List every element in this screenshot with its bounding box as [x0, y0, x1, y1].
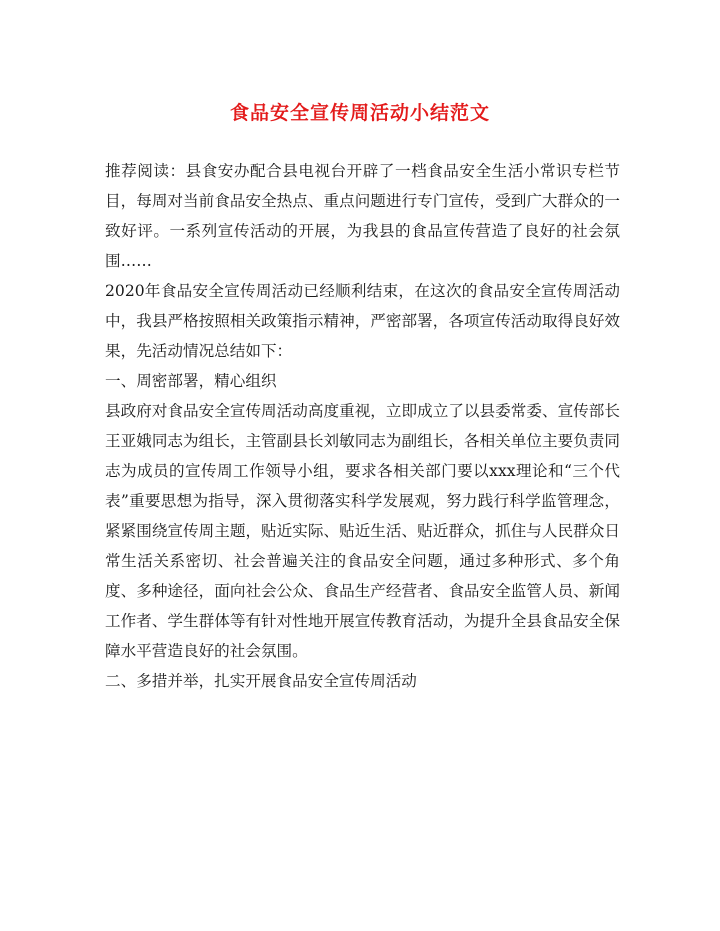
paragraph-section-1: 县政府对食品安全宣传周活动高度重视，立即成立了以县委常委、宣传部长王亚娥同志为组长，主管副县长刘敏同志为副组长，各相关单位主要负责同志为成员的宣传周工作领导小组，要求各相关部门要以xxx理论和“三个代表”重要思想为指导，深入贯彻落实科学发展观，努力践行科学监管理念，紧紧围绕宣传周主题，贴近实际、贴近生活、贴近群众，抓住与人民群众日常生活关系密切、社会普遍关注的食品安全问题，通过多种形式、多个角度、多种途径，面向社会公众、食品生产经营者、食品安全监管人员、新闻工作者、学生群体等有针对性地开展宣传教育活动，为提升全县食品安全保障水平营造良好的社会氛围。 [105, 402, 620, 660]
section-heading-1: 一、周密部署，精心组织 [105, 372, 277, 390]
document-title: 食品安全宣传周活动小结范文 [229, 102, 490, 124]
document-body [105, 156, 620, 696]
paragraph-intro: 推荐阅读：县食安办配合县电视台开辟了一档食品安全生活小常识专栏节目，每周对当前食品安全热点、重点问题进行专门宣传，受到广大群众的一致好评。一系列宣传活动的开展，为我县的食品宣传营造了良好的社会氛围…… [105, 162, 620, 270]
section-heading-2: 二、多措并举，扎实开展食品安全宣传周活动 [105, 672, 417, 690]
paragraph-summary: 2020年食品安全宣传周活动已经顺利结束，在这次的食品安全宣传周活动中，我县严格按照相关政策指示精神，严密部署，各项宣传活动取得良好效果，先活动情况总结如下： [105, 282, 620, 360]
